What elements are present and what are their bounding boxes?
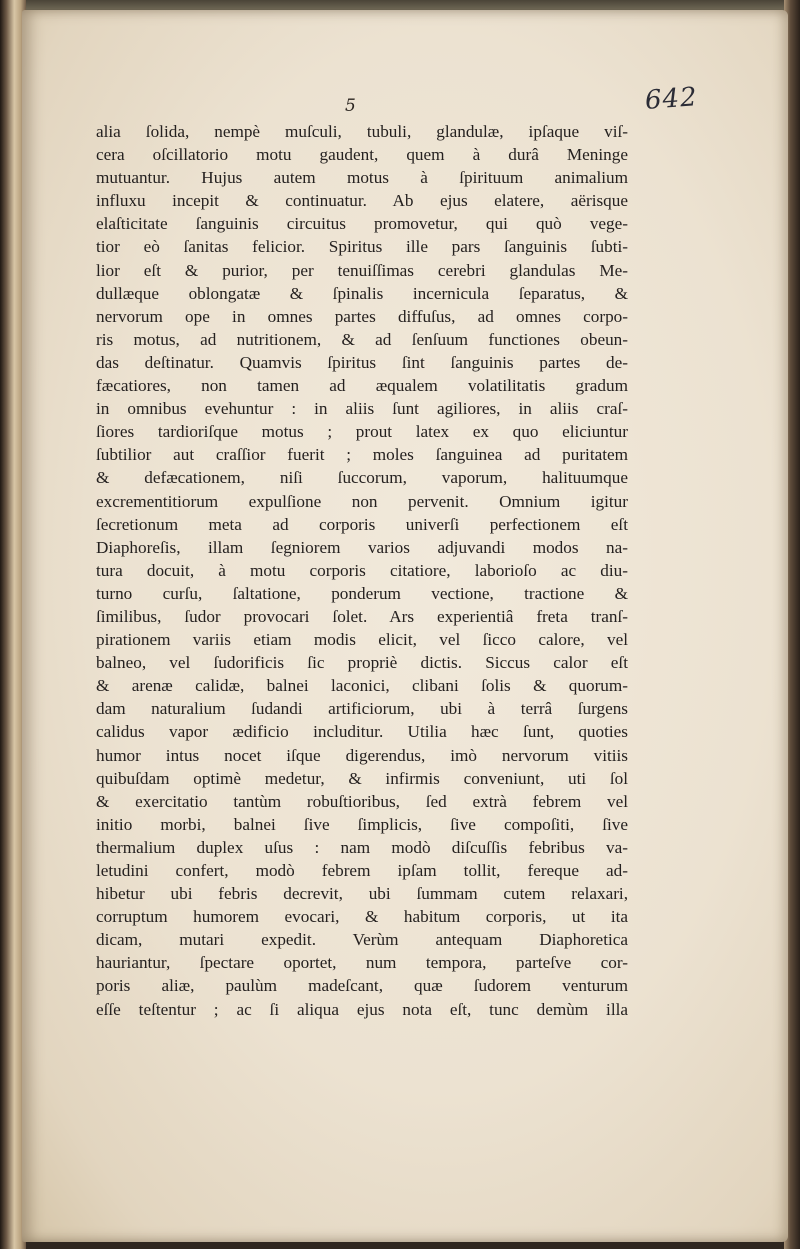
- text-line: balneo, vel ſudorificis ſic propriè dictis. Siccus calor eſt: [96, 653, 628, 673]
- text-line: & arenæ calidæ, balnei laconici, clibani ſolis & quorum-: [96, 676, 628, 696]
- text-line: corruptum humorem evocari, & habitum corporis, ut ita: [96, 907, 628, 927]
- text-line: cera oſcillatorio motu gaudent, quem à durâ Meninge: [96, 145, 628, 165]
- text-line: fæcatiores, non tamen ad æqualem volatilitatis gradum: [96, 376, 628, 396]
- text-line: ſimilibus, ſudor provocari ſolet. Ars experientiâ freta tranſ-: [96, 606, 628, 626]
- text-line: dicam, mutari expedit. Verùm antequam Diaphoretica: [96, 930, 628, 950]
- text-line: Diaphoreſis, illam ſegniorem varios adjuvandi modos na-: [96, 537, 628, 557]
- body-text: [96, 120, 628, 1021]
- text-line: elaſticitate ſanguinis circuitus promovetur, qui quò vege-: [96, 214, 628, 234]
- text-line: poris aliæ, paulùm madeſcant, quæ ſudorem venturum: [96, 976, 628, 996]
- text-line: hauriantur, ſpectare oportet, num tempora, parteſve cor-: [96, 953, 628, 973]
- text-line: initio morbi, balnei ſive ſimplicis, ſive compoſiti, ſive: [96, 814, 628, 834]
- text-line: influxu incepit & continuatur. Ab ejus elatere, aërisque: [96, 191, 628, 211]
- text-line: alia ſolida, nempè muſculi, tubuli, glandulæ, ipſaque viſ-: [96, 122, 628, 141]
- page-sheet: [22, 10, 788, 1242]
- handwritten-folio-number: 642: [644, 82, 699, 116]
- text-line: hibetur ubi febris decrevit, ubi ſummam cutem relaxari,: [96, 884, 628, 904]
- text-line: mutuantur. Hujus autem motus à ſpirituum animalium: [96, 168, 628, 188]
- text-line: thermalium duplex uſus : nam modò diſcuſſis febribus va-: [96, 837, 628, 857]
- text-line: das deſtinatur. Quamvis ſpiritus ſint ſanguinis partes de-: [96, 352, 628, 372]
- text-line: ſubtilior aut craſſior fuerit ; moles ſanguinea ad puritatem: [96, 445, 628, 465]
- text-line: tior eò ſanitas felicior. Spiritus ille pars ſanguinis ſubti-: [96, 237, 628, 257]
- text-line: nervorum ope in omnes partes diffuſus, ad omnes corpo-: [96, 306, 628, 326]
- text-line: turno curſu, ſaltatione, ponderum vectione, tractione &: [96, 583, 628, 603]
- text-line: ris motus, ad nutritionem, & ad ſenſuum functiones obeun-: [96, 329, 628, 349]
- text-line: tura docuit, à motu corporis citatiore, laborioſo ac diu-: [96, 560, 628, 580]
- text-line: calidus vapor ædificio includitur. Utilia hæc ſunt, quoties: [96, 722, 628, 742]
- text-line: in omnibus evehuntur : in aliis ſunt agiliores, in aliis craſ-: [96, 399, 628, 419]
- text-line: letudini confert, modò febrem ipſam tollit, fereque ad-: [96, 861, 628, 880]
- text-line: & defæcationem, niſi ſuccorum, vaporum, halituumque: [96, 468, 628, 488]
- text-line: quibuſdam optimè medetur, & infirmis conveniunt, uti ſol: [96, 768, 628, 788]
- text-line: eſſe teſtentur ; ac ſi aliqua ejus nota eſt, tunc demùm illa: [96, 999, 628, 1019]
- text-line: ſiores tardioriſque motus ; prout latex ex quo eliciuntur: [96, 422, 628, 442]
- page-number: 5: [345, 96, 356, 116]
- text-line: humor intus nocet iſque digerendus, imò nervorum vitiis: [96, 745, 628, 765]
- text-line: ſecretionum meta ad corporis univerſi perfectionem eſt: [96, 514, 628, 534]
- text-line: dullæque oblongatæ & ſpinalis incernicula ſeparatus, &: [96, 283, 628, 303]
- text-line: lior eſt & purior, per tenuiſſimas cerebri glandulas Me-: [96, 260, 628, 280]
- text-line: dam naturalium ſudandi artificiorum, ubi à terrâ ſurgens: [96, 699, 628, 719]
- text-line: & exercitatio tantùm robuſtioribus, ſed extrà febrem vel: [96, 791, 628, 811]
- text-line: pirationem variis etiam modis elicit, vel ſicco calore, vel: [96, 630, 628, 650]
- text-line: excrementitiorum expulſione non pervenit. Omnium igitur: [96, 491, 628, 511]
